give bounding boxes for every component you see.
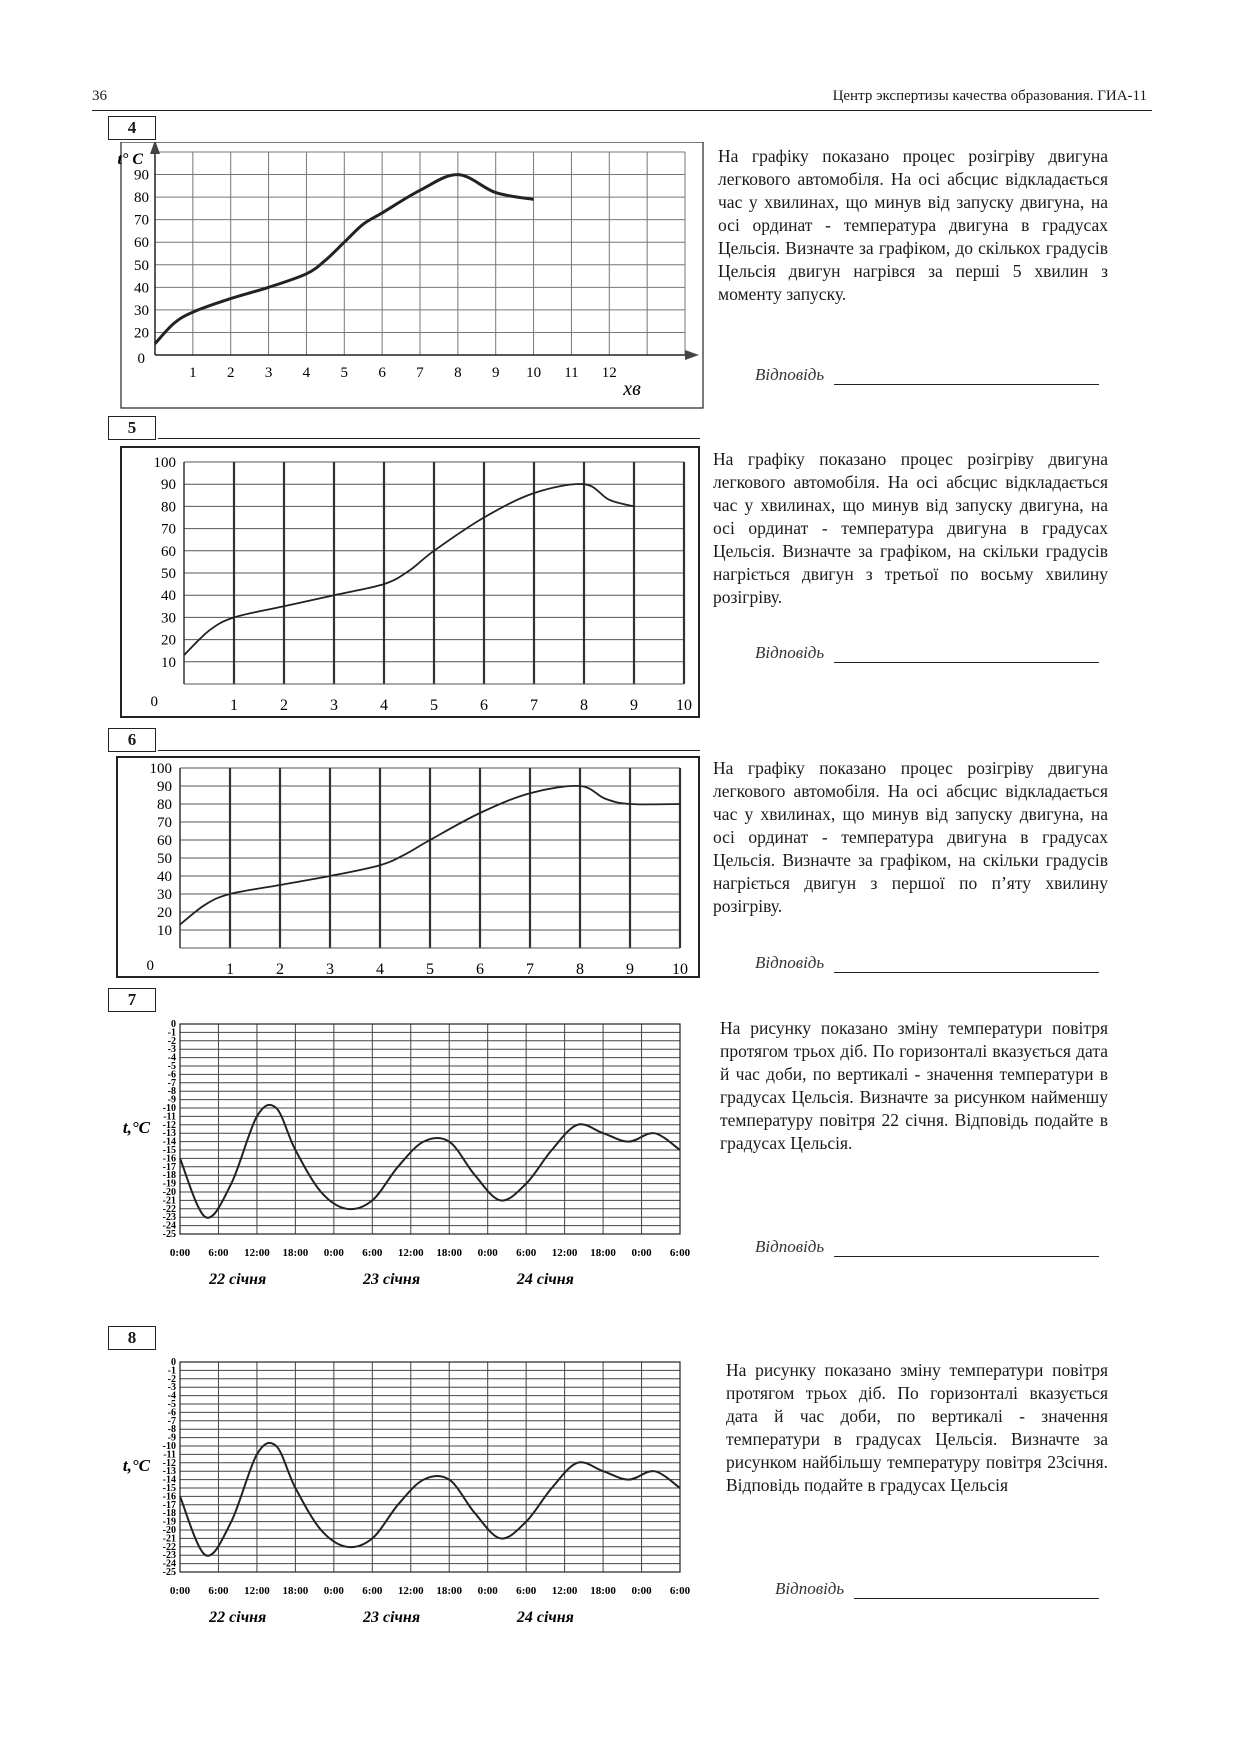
x-tick-label: 5 bbox=[340, 365, 349, 381]
y-tick-label: -20 bbox=[162, 1187, 176, 1198]
x-tick-label: 8 bbox=[454, 365, 462, 381]
y-tick-label: 70 bbox=[157, 815, 172, 831]
x-tick-label: 18:00 bbox=[436, 1585, 463, 1597]
task-7-chart bbox=[112, 1014, 702, 1314]
y-tick-label: -14 bbox=[162, 1474, 176, 1486]
y-tick-label: 30 bbox=[134, 302, 149, 319]
x-tick-label: 10 bbox=[676, 697, 692, 714]
task-6-text: На графіку показано процес розігріву двигуна легкового автомобіля. На осі абсцис відкладається час у хвилинах, що минув від запуску двигуна, на осі ординат - температура двигуна в градусах Цельсія. Визначте за графіком, на скільки градусів нагріється двигун з першої по п’яту хвилину розігріву. bbox=[713, 758, 1108, 916]
y-tick-label: -8 bbox=[167, 1086, 176, 1098]
x-tick-label: 10 bbox=[526, 365, 542, 381]
task-6-divider bbox=[158, 750, 700, 751]
y-tick-label: -12 bbox=[162, 1119, 176, 1131]
y-tick-label: 20 bbox=[161, 632, 176, 649]
task-5-divider bbox=[158, 438, 700, 439]
y-tick-label: 70 bbox=[134, 212, 149, 229]
answer-label: Відповідь bbox=[755, 643, 825, 662]
y-tick-label: 10 bbox=[161, 654, 176, 671]
x-tick-label: 6:00 bbox=[208, 1585, 229, 1597]
x-tick-label: 12:00 bbox=[551, 1585, 578, 1597]
y-axis-label: t,°C bbox=[122, 1456, 150, 1475]
task-8-text: На рисунку показано зміну температури повітря протягом трьох діб. По горизонталі вказується дата й час доби, по вертикалі - значення температури в градусах Цельсія. Визначте за рисунком найбільшу температуру повітря 23січня. Відповідь подайте в градусах Цельсія bbox=[726, 1360, 1108, 1495]
x-tick-label: 12:00 bbox=[397, 1247, 424, 1259]
page-header-title: Центр экспертизы качества образования. ГИА-11 bbox=[832, 88, 1147, 104]
x-tick-label: 6 bbox=[378, 365, 386, 381]
y-tick-label: 50 bbox=[161, 566, 176, 582]
y-tick-label: -24 bbox=[162, 1558, 176, 1570]
x-tick-label: 2 bbox=[280, 697, 288, 714]
y-tick-label: -5 bbox=[167, 1399, 176, 1410]
chart-frame bbox=[117, 757, 699, 977]
answer-field[interactable] bbox=[834, 368, 1099, 385]
y-tick-label: -17 bbox=[162, 1499, 176, 1511]
x-tick-label: 3 bbox=[326, 961, 334, 978]
x-tick-label: 12:00 bbox=[244, 1247, 270, 1259]
y-tick-label: 10 bbox=[157, 923, 172, 939]
x-tick-label: 10 bbox=[672, 961, 688, 978]
y-tick-label: -10 bbox=[162, 1441, 176, 1452]
task-7-text: На рисунку показано зміну температури повітря протягом трьох діб. По горизонталі вказується дата й час доби, по вертикалі - значення температури в градусах Цельсія. Визначте за рисунком найменшу температуру повітря 22 січня. Відповідь подайте в градусах Цельсія. bbox=[720, 1018, 1108, 1153]
answer-field[interactable] bbox=[834, 1240, 1099, 1257]
x-tick-label: 6:00 bbox=[669, 1247, 691, 1259]
x-tick-label: 5 bbox=[430, 697, 438, 714]
y-tick-label: -22 bbox=[162, 1541, 176, 1553]
x-tick-label: 11 bbox=[564, 365, 579, 381]
y-axis-label: t° C bbox=[117, 151, 143, 168]
y-tick-label: 50 bbox=[134, 257, 149, 274]
date-label: 24 січня bbox=[516, 1271, 574, 1288]
y-tick-label: 40 bbox=[161, 588, 176, 605]
x-tick-label: 2 bbox=[276, 961, 284, 978]
answer-field[interactable] bbox=[854, 1582, 1099, 1599]
date-label: 24 січня bbox=[516, 1609, 574, 1626]
date-label: 23 січня bbox=[362, 1271, 421, 1288]
plot-border bbox=[180, 1362, 680, 1572]
task-8-answer bbox=[775, 1579, 1099, 1599]
y-tick-label: 30 bbox=[161, 610, 176, 627]
x-tick-label: 4 bbox=[380, 697, 388, 714]
y-tick-label: -21 bbox=[162, 1195, 176, 1207]
task-7-number: 7 bbox=[108, 988, 156, 1012]
answer-label: Відповідь bbox=[755, 1237, 825, 1256]
x-tick-label: 0:00 bbox=[169, 1585, 191, 1597]
y-tick-label: 100 bbox=[153, 455, 176, 471]
date-label: 22 січня bbox=[209, 1609, 267, 1626]
y-tick-label: -25 bbox=[162, 1229, 176, 1240]
y-tick-label: -5 bbox=[167, 1061, 176, 1072]
y-tick-label: 40 bbox=[157, 869, 172, 885]
x-tick-label: 9 bbox=[491, 365, 500, 381]
task-8-chart bbox=[112, 1352, 702, 1652]
y-tick-label: -11 bbox=[163, 1449, 176, 1461]
y-tick-label: -24 bbox=[162, 1220, 176, 1232]
y-tick-label: 0 bbox=[171, 1357, 176, 1368]
y-tick-label: -6 bbox=[167, 1069, 176, 1081]
y-tick-label: -12 bbox=[162, 1457, 176, 1469]
task-4-chart bbox=[115, 142, 705, 410]
y-tick-label: -1 bbox=[167, 1027, 176, 1039]
y-tick-label: -7 bbox=[167, 1415, 176, 1427]
y-tick-label: -7 bbox=[167, 1077, 176, 1089]
y-tick-label: -4 bbox=[167, 1052, 176, 1064]
y-tick-label: -9 bbox=[167, 1094, 176, 1106]
task-6-chart bbox=[116, 756, 700, 978]
x-tick-label: 1 bbox=[230, 697, 238, 714]
y-tick-label: 40 bbox=[134, 280, 149, 297]
y-axis-label: t,°C bbox=[122, 1118, 150, 1137]
y-tick-label: -23 bbox=[162, 1212, 176, 1224]
task-5-chart bbox=[120, 446, 700, 718]
y-tick-label: -17 bbox=[162, 1161, 176, 1173]
answer-label: Відповідь bbox=[755, 953, 825, 972]
y-tick-label: -13 bbox=[162, 1466, 176, 1478]
x-tick-label: 18:00 bbox=[282, 1585, 309, 1597]
y-tick-label: 80 bbox=[157, 797, 172, 813]
x-tick-label: 0:00 bbox=[631, 1585, 652, 1597]
task-6-answer bbox=[755, 953, 1099, 973]
x-tick-label: 6:00 bbox=[669, 1585, 691, 1597]
x-tick-label: 18:00 bbox=[282, 1247, 309, 1259]
x-tick-label: 8 bbox=[576, 961, 584, 978]
y-tick-label: -8 bbox=[167, 1424, 176, 1436]
y-tick-label: -16 bbox=[162, 1491, 176, 1503]
y-tick-label: -14 bbox=[162, 1136, 176, 1148]
task-5-number: 5 bbox=[108, 416, 156, 440]
x-tick-label: 0:00 bbox=[323, 1247, 344, 1259]
x-tick-label: 6 bbox=[480, 697, 488, 714]
y-tick-label: -19 bbox=[162, 1516, 176, 1528]
x-tick-label: 1 bbox=[226, 961, 234, 978]
x-tick-label: 18:00 bbox=[590, 1247, 616, 1259]
task-5-text: На графіку показано процес розігріву двигуна легкового автомобіля. На осі абсцис відкладається час у хвилинах, що минув від запуску двигуна, на осі ординат - температура двигуна в градусах Цельсія. Визначте за графіком, на скільки градусів нагріється двигун з третьої по восьму хвилину розігріву. bbox=[713, 449, 1108, 607]
x-tick-label: 12:00 bbox=[397, 1585, 424, 1597]
x-tick-label: 6:00 bbox=[362, 1247, 383, 1259]
y-tick-label: -25 bbox=[162, 1567, 176, 1578]
x-tick-label: 9 bbox=[626, 961, 634, 978]
data-series-line bbox=[184, 484, 634, 655]
y-tick-label: 20 bbox=[134, 325, 149, 342]
x-tick-label: 3 bbox=[264, 365, 273, 381]
y-tick-label: -3 bbox=[167, 1382, 176, 1394]
x-tick-label: 6:00 bbox=[208, 1247, 229, 1259]
x-tick-label: 5 bbox=[426, 961, 434, 978]
x-tick-label: 6:00 bbox=[516, 1247, 537, 1259]
y-tick-label: 0 bbox=[171, 1019, 176, 1030]
answer-field[interactable] bbox=[834, 956, 1099, 973]
y-tick-label: 50 bbox=[157, 851, 172, 867]
x-tick-label: 0:00 bbox=[477, 1247, 498, 1259]
y-tick-label: -13 bbox=[162, 1128, 176, 1140]
y-tick-label: 80 bbox=[134, 190, 149, 207]
task-8-number: 8 bbox=[108, 1326, 156, 1350]
x-tick-label: 12:00 bbox=[244, 1585, 270, 1597]
date-label: 23 січня bbox=[362, 1609, 421, 1626]
y-tick-label: -23 bbox=[162, 1550, 176, 1562]
y-tick-label: -9 bbox=[167, 1432, 176, 1444]
x-tick-label: 12:00 bbox=[551, 1247, 578, 1259]
y-tick-label: -2 bbox=[167, 1035, 176, 1047]
x-tick-label: 4 bbox=[376, 961, 384, 978]
y-tick-label: 100 bbox=[149, 761, 172, 777]
task-4-answer bbox=[755, 365, 1099, 385]
task-7-answer bbox=[755, 1237, 1099, 1257]
x-tick-label: 12 bbox=[601, 365, 617, 381]
x-tick-label: 0:00 bbox=[631, 1247, 652, 1259]
header-divider bbox=[92, 110, 1152, 111]
x-tick-label: 0:00 bbox=[169, 1247, 191, 1259]
y-tick-label: 90 bbox=[134, 167, 149, 184]
y-tick-label: -21 bbox=[162, 1533, 176, 1545]
x-tick-label: 18:00 bbox=[590, 1585, 616, 1597]
x-tick-label: 3 bbox=[330, 697, 338, 714]
y-tick-label: -11 bbox=[163, 1111, 176, 1123]
x-tick-label: 6 bbox=[476, 961, 484, 978]
y-tick-label: -16 bbox=[162, 1153, 176, 1165]
x-tick-label: 7 bbox=[526, 961, 534, 978]
y-tick-label: -18 bbox=[162, 1508, 176, 1520]
y-tick-label: -1 bbox=[167, 1365, 176, 1377]
x-axis-arrow bbox=[685, 350, 699, 360]
plot-border bbox=[180, 1024, 680, 1234]
y-tick-label: 70 bbox=[161, 521, 176, 538]
x-tick-label: 0:00 bbox=[477, 1585, 498, 1597]
answer-field[interactable] bbox=[834, 646, 1099, 663]
y-tick-label: -2 bbox=[167, 1373, 176, 1385]
y-tick-label: 60 bbox=[161, 543, 176, 560]
task-5-answer bbox=[755, 643, 1099, 663]
y-tick-label: -18 bbox=[162, 1170, 176, 1182]
origin-label: 0 bbox=[150, 694, 158, 710]
y-tick-label: 60 bbox=[134, 235, 149, 252]
origin-label: 0 bbox=[137, 351, 145, 367]
x-tick-label: 4 bbox=[302, 365, 311, 381]
task-6-number: 6 bbox=[108, 728, 156, 752]
y-tick-label: 60 bbox=[157, 833, 172, 849]
y-tick-label: 90 bbox=[161, 477, 176, 494]
x-tick-label: 6:00 bbox=[516, 1585, 537, 1597]
x-tick-label: 7 bbox=[530, 697, 538, 714]
date-label: 22 січня bbox=[209, 1271, 267, 1288]
task-4-number: 4 bbox=[108, 116, 156, 140]
origin-label: 0 bbox=[146, 958, 154, 974]
y-tick-label: -15 bbox=[162, 1483, 176, 1494]
x-tick-label: 7 bbox=[416, 365, 424, 381]
x-tick-label: 0:00 bbox=[323, 1585, 344, 1597]
page-number: 36 bbox=[92, 88, 107, 104]
y-tick-label: -20 bbox=[162, 1525, 176, 1536]
y-tick-label: -19 bbox=[162, 1178, 176, 1190]
x-tick-label: 18:00 bbox=[436, 1247, 463, 1259]
y-tick-label: -10 bbox=[162, 1103, 176, 1114]
y-tick-label: -3 bbox=[167, 1044, 176, 1056]
x-tick-label: 8 bbox=[580, 697, 588, 714]
x-tick-label: 1 bbox=[189, 365, 197, 381]
y-tick-label: 20 bbox=[157, 905, 172, 921]
answer-label: Відповідь bbox=[775, 1579, 845, 1598]
y-tick-label: -4 bbox=[167, 1390, 176, 1402]
x-tick-label: 2 bbox=[226, 365, 235, 381]
x-tick-label: 9 bbox=[630, 697, 638, 714]
answer-label: Відповідь bbox=[755, 365, 825, 384]
task-4-text: На графіку показано процес розігріву двигуна легкового автомобіля. На осі абсцис відкладається час у хвилинах, що минув від запуску двигуна, на осі ординат - температура двигуна в градусах Цельсія. Визначте за графіком, до скількох градусів Цельсія двигун нагрівся за перші 5 хвилин з моменту запуску. bbox=[718, 146, 1108, 304]
y-tick-label: 30 bbox=[157, 887, 172, 903]
y-tick-label: -22 bbox=[162, 1203, 176, 1215]
x-tick-label: 6:00 bbox=[362, 1585, 383, 1597]
y-axis-arrow bbox=[150, 142, 160, 154]
y-tick-label: 90 bbox=[157, 779, 172, 795]
y-tick-label: 80 bbox=[161, 499, 176, 516]
y-tick-label: -6 bbox=[167, 1407, 176, 1419]
x-axis-label: хв bbox=[623, 378, 641, 400]
chart-frame bbox=[121, 447, 699, 717]
y-tick-label: -15 bbox=[162, 1145, 176, 1156]
